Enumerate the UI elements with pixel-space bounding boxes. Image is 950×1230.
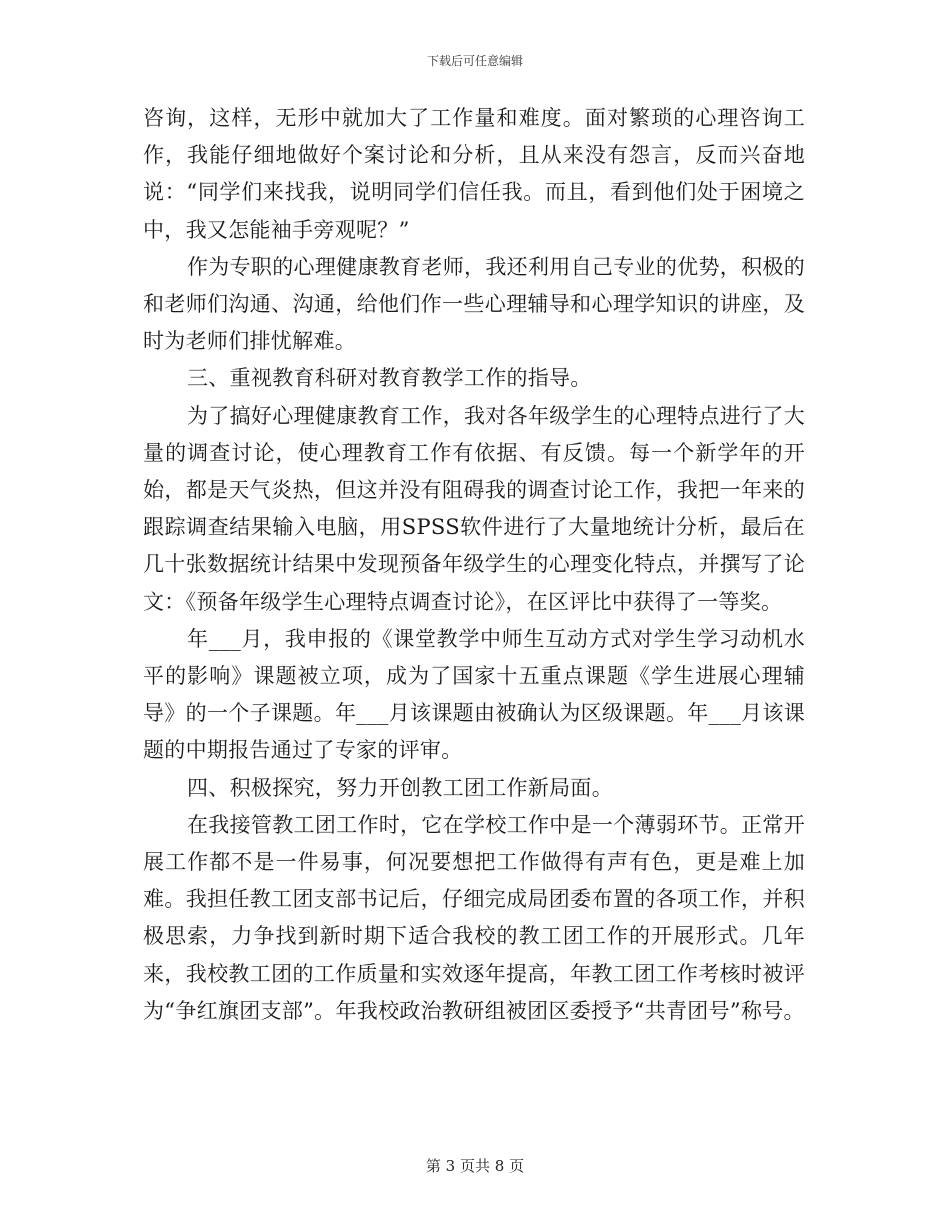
paragraph-5: 年___月，我申报的《课堂教学中师生互动方式对学生学习动机水平的影响》课题被立项，成为了国家十五重点课题《学生进展心理辅导》的一个子课题。年___月该课题由被确认为区级课题。年___月该课题的中期报告通过了专家的评审。 [143,626,805,763]
paragraph-2: 作为专职的心理健康教育老师，我还利用自己专业的优势，积极的和老师们沟通、沟通，给他们作一些心理辅导和心理学知识的讲座，及时为老师们排忧解难。 [143,254,805,354]
paragraph-1: 咨询，这样，无形中就加大了工作量和难度。面对繁琐的心理咨询工作，我能仔细地做好个案讨论和分析，且从来没有怨言，反而兴奋地说：“同学们来找我，说明同学们信任我。而且，看到他们处于困境之中，我又怎能袖手旁观呢？” [143,106,805,242]
section-heading-4: 四、积极探究，努力开创教工团工作新局面。 [187,775,613,800]
section-heading-3: 三、重视教育科研对教育教学工作的指导。 [187,366,592,391]
paragraph-7: 在我接管教工团工作时，它在学校工作中是一个薄弱环节。正常开展工作都不是一件易事，何况要想把工作做得有声有色，更是难上加难。我担任教工团支部书记后，仔细完成局团委布置的各项工作，并积极思索，力争找到新时期下适合我校的教工团工作的开展形式。几年来，我校教工团的工作质量和实效逐年提高，年教工团工作考核时被评为“争红旗团支部”。年我校政治教研组被团区委授予“共青团号”称号。 [143,812,805,1023]
page-header: 下载后可任意编辑 [426,54,523,68]
paragraph-4: 为了搞好心理健康教育工作，我对各年级学生的心理特点进行了大量的调查讨论，使心理教育工作有依据、有反馈。每一个新学年的开始，都是天气炎热，但这并没有阻碍我的调查讨论工作，我把一年来的跟踪调查结果输入电脑，用SPSS软件进行了大量地统计分析，最后在几十张数据统计结果中发现预备年级学生的心理变化特点，并撰写了论文：《预备年级学生心理特点调查讨论》，在区评比中获得了一等奖。 [143,403,805,614]
page-footer: 第 3 页共 8 页 [425,1157,525,1175]
document-body [143,100,805,1030]
